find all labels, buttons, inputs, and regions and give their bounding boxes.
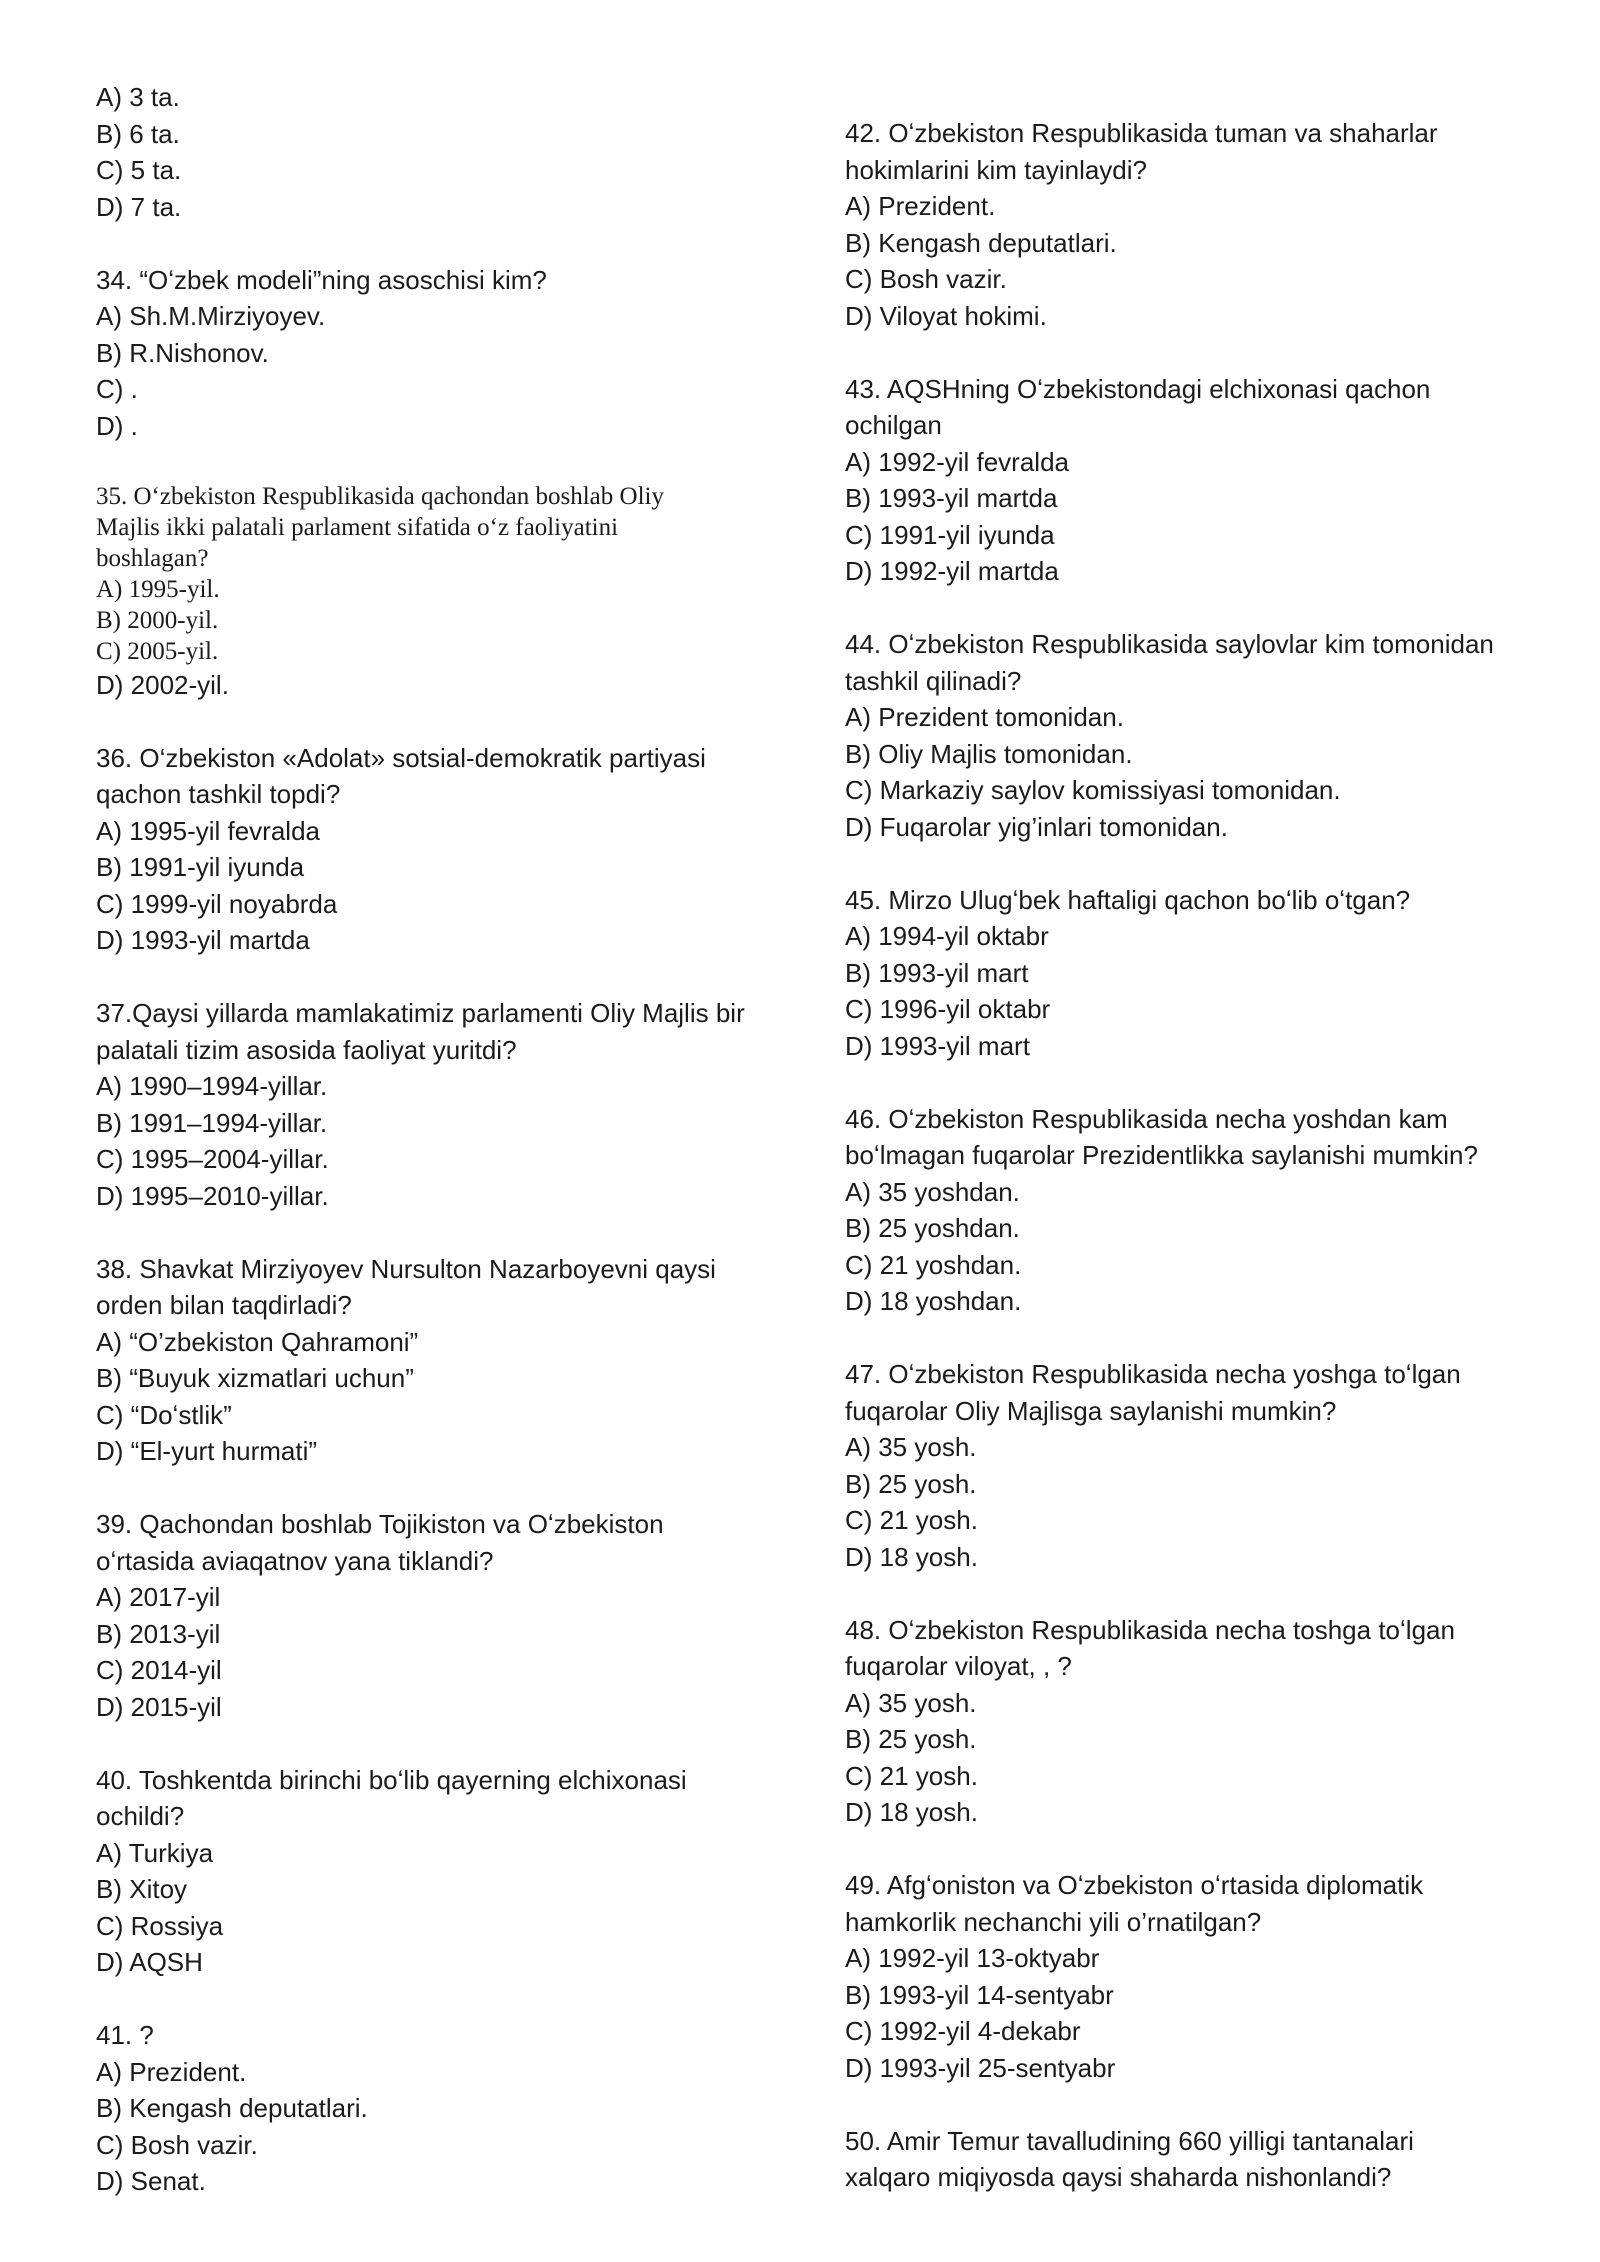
answer-option: A) 2017-yil	[96, 1582, 221, 1612]
answer-option: A) Prezident.	[845, 191, 996, 221]
answer-option: B) 2013-yil	[96, 1618, 221, 1649]
answer-option: D) 1995–2010-yillar.	[96, 1180, 329, 1211]
answer-option: C) 1991-yil iyunda	[845, 519, 1055, 550]
answer-option: C) 21 yoshdan.	[845, 1249, 1022, 1280]
question-text: xalqaro miqiyosda qaysi shaharda nishonlandi?	[845, 2162, 1392, 2192]
question-text: 39. Qachondan boshlab Tojikiston va Oʻzbekiston	[96, 1509, 664, 1539]
answer-option: B) Kengash deputatlari.	[845, 227, 1117, 258]
spacer	[96, 1470, 796, 1507]
answer-option: A) 35 yoshdan.	[845, 1176, 1020, 1207]
question-text: 42. Oʻzbekiston Respublikasida tuman va shaharlar	[845, 118, 1438, 148]
question-text: hokimlarini kim tayinlaydi?	[845, 154, 1147, 185]
question-block	[96, 1506, 796, 1725]
question-block	[96, 262, 796, 445]
spacer	[845, 334, 1545, 371]
answer-option: B) 2000-yil.	[96, 606, 219, 634]
question-text: 50. Amir Temur tavalludining 660 yilligi tantanalari	[845, 2125, 1414, 2156]
answer-option: C) Rossiya	[96, 1910, 224, 1941]
question-block	[96, 1762, 796, 1981]
answer-option: D) .	[96, 410, 138, 441]
answer-option: D) 7 ta.	[96, 191, 182, 222]
answer-option: A) 1992-yil fevralda	[845, 446, 1069, 477]
answer-option: C) .	[96, 374, 138, 404]
answer-option: A) 1995-yil.	[96, 575, 220, 603]
answer-option: D) 18 yosh.	[845, 1541, 978, 1572]
answer-option: B) 1993-yil martda	[845, 483, 1058, 513]
answer-option: C) Markaziy saylov komissiyasi tomonidan.	[845, 775, 1341, 805]
spacer	[845, 590, 1545, 627]
answer-option: B) 6 ta.	[96, 118, 180, 149]
answer-option: D) 1993-yil 25-sentyabr	[845, 2052, 1116, 2083]
question-text: 36. O‘zbekiston «Adolat» sotsial-demokratik partiyasi	[96, 742, 706, 773]
spacer	[96, 444, 796, 481]
question-text: ochilgan	[845, 410, 942, 440]
answer-option: A) 3 ta.	[96, 82, 180, 112]
question-block	[96, 481, 796, 704]
question-text: 35. Oʻzbekiston Respublikasida qachondan boshlab Oliy	[96, 482, 664, 510]
question-text: 49. Afgʻoniston va Oʻzbekiston oʻrtasida diplomatik	[845, 1870, 1424, 1900]
answer-option: D) 18 yosh.	[845, 1797, 978, 1827]
spacer	[845, 1831, 1545, 1868]
answer-option: D) Senat.	[96, 2166, 206, 2196]
spacer	[96, 1725, 796, 1762]
answer-option: D) AQSH	[96, 1947, 203, 1977]
answer-option: D) 2002-yil.	[96, 669, 229, 700]
answer-option: B) 1991-yil iyunda	[96, 852, 305, 882]
question-block	[845, 626, 1545, 845]
answer-option: A) Turkiya	[96, 1837, 214, 1868]
question-text: 47. Oʻzbekiston Respublikasida necha yoshga toʻlgan	[845, 1359, 1461, 1389]
spacer	[96, 225, 796, 262]
question-text: oʻrtasida aviaqatnov yana tiklandi?	[96, 1545, 494, 1576]
answer-option: C) 2014-yil	[96, 1655, 222, 1685]
answer-option: D) 1992-yil martda	[845, 556, 1059, 586]
answer-option: B) Oliy Majlis tomonidan.	[845, 738, 1133, 769]
question-text: qachon tashkil topdi?	[96, 779, 341, 809]
question-text: boshlagan?	[96, 544, 209, 572]
question-block	[845, 1867, 1545, 2086]
answer-option: C) 1992-yil 4-dekabr	[845, 2016, 1081, 2046]
answer-option: D) 2015-yil	[96, 1691, 222, 1722]
answer-option: A) Sh.M.Mirziyoyev.	[96, 301, 326, 331]
question-text: 34. “Oʻzbek modeli”ning asoschisi kim?	[96, 264, 547, 295]
question-text: fuqarolar viloyat, , ?	[845, 1651, 1072, 1681]
answer-option: A) 35 yosh.	[845, 1687, 977, 1718]
answer-option: A) 1990–1994-yillar.	[96, 1071, 328, 1101]
answer-option: A) 1992-yil 13-oktyabr	[845, 1943, 1100, 1973]
spacer	[845, 1575, 1545, 1612]
answer-option: D) 1993-yil mart	[845, 1030, 1030, 1061]
answer-option: D) Fuqarolar yig’inlari tomonidan.	[845, 811, 1228, 842]
question-block	[845, 2123, 1545, 2196]
question-text: 41. ?	[96, 2020, 154, 2050]
answer-option: B) R.Nishonov.	[96, 337, 269, 368]
question-block	[845, 1612, 1545, 1831]
question-block	[845, 115, 1545, 334]
answer-option: C) 2005-yil.	[96, 637, 219, 665]
spacer	[96, 959, 796, 996]
spacer	[96, 1981, 796, 2018]
spacer	[845, 2086, 1545, 2123]
question-text: orden bilan taqdirladi?	[96, 1290, 352, 1320]
question-text: 37.Qaysi yillarda mamlakatimiz parlamenti Oliy Majlis bir	[96, 998, 745, 1028]
right-column	[845, 115, 1545, 2196]
answer-option: D) 18 yoshdan.	[845, 1286, 1022, 1316]
answer-option: D) “El-yurt hurmati”	[96, 1436, 318, 1466]
question-text: tashkil qilinadi?	[845, 665, 1022, 696]
answer-option: B) 25 yoshdan.	[845, 1213, 1020, 1243]
answer-option: B) 1991–1994-yillar.	[96, 1107, 328, 1138]
spacer	[96, 1214, 796, 1251]
question-text: boʻlmagan fuqarolar Prezidentlikka saylanishi mumkin?	[845, 1140, 1478, 1170]
answer-option: C) “Doʻstlik”	[96, 1399, 232, 1430]
answer-option: C) 1999-yil noyabrda	[96, 888, 338, 919]
answer-option: C) 21 yosh.	[845, 1505, 978, 1535]
question-block	[96, 995, 796, 1214]
question-block	[845, 882, 1545, 1065]
question-text: 48. Oʻzbekiston Respublikasida necha toshga toʻlgan	[845, 1614, 1455, 1645]
answer-option: C) 5 ta.	[96, 155, 182, 185]
question-text: 44. Oʻzbekiston Respublikasida saylovlar kim tomonidan	[845, 629, 1494, 659]
question-text: palatali tizim asosida faoliyat yuritdi?	[96, 1034, 517, 1065]
answer-option: B) 1993-yil mart	[845, 957, 1029, 988]
question-text: Majlis ikki palatali parlament sifatida oʻz faoliyatini	[96, 513, 619, 541]
spacer	[845, 1064, 1545, 1101]
question-block	[845, 1101, 1545, 1320]
answer-option: B) 25 yosh.	[845, 1724, 977, 1754]
answer-option: A) Prezident.	[96, 2056, 247, 2087]
spacer	[845, 1320, 1545, 1357]
answer-option: D) 1993-yil martda	[96, 925, 310, 955]
question-text: 40. Toshkentda birinchi boʻlib qayerning elchixonasi	[96, 1764, 687, 1795]
answer-option: C) 1995–2004-yillar.	[96, 1144, 329, 1174]
question-block	[845, 1356, 1545, 1575]
left-column	[96, 79, 796, 2200]
answer-option: A) 1994-yil oktabr	[845, 921, 1049, 951]
answer-option: D) Viloyat hokimi.	[845, 300, 1047, 331]
answer-option: A) 35 yosh.	[845, 1432, 977, 1462]
question-block	[96, 1251, 796, 1470]
answer-option: A) 1995-yil fevralda	[96, 815, 320, 846]
question-block	[96, 79, 796, 225]
answer-option: C) Bosh vazir.	[96, 2129, 258, 2160]
question-text: hamkorlik nechanchi yili o’rnatilgan?	[845, 1906, 1262, 1937]
answer-option: B) Xitoy	[96, 1874, 188, 1904]
answer-option: C) Bosh vazir.	[845, 264, 1007, 294]
answer-option: C) 21 yosh.	[845, 1760, 978, 1791]
answer-option: B) 1993-yil 14-sentyabr	[845, 1979, 1114, 2010]
answer-option: B) “Buyuk xizmatlari uchun”	[96, 1363, 414, 1393]
question-text: 46. Oʻzbekiston Respublikasida necha yoshdan kam	[845, 1103, 1448, 1134]
question-text: 43. AQSHning Oʻzbekistondagi elchixonasi qachon	[845, 373, 1431, 404]
question-text: 45. Mirzo Ulugʻbek haftaligi qachon boʻlib oʻtgan?	[845, 884, 1411, 915]
question-block	[96, 2017, 796, 2200]
question-text: fuqarolar Oliy Majlisga saylanishi mumkin?	[845, 1395, 1337, 1426]
answer-option: A) “O’zbekiston Qahramoni”	[96, 1326, 419, 1357]
answer-option: B) 25 yosh.	[845, 1468, 977, 1499]
question-block	[845, 371, 1545, 590]
question-text: 38. Shavkat Mirziyoyev Nursulton Nazarboyevni qaysi	[96, 1253, 716, 1284]
spacer	[96, 703, 796, 740]
answer-option: C) 1996-yil oktabr	[845, 994, 1051, 1024]
question-block	[96, 740, 796, 959]
answer-option: A) Prezident tomonidan.	[845, 702, 1124, 732]
spacer	[845, 845, 1545, 882]
answer-option: B) Kengash deputatlari.	[96, 2093, 368, 2123]
question-text: ochildi?	[96, 1801, 185, 1831]
